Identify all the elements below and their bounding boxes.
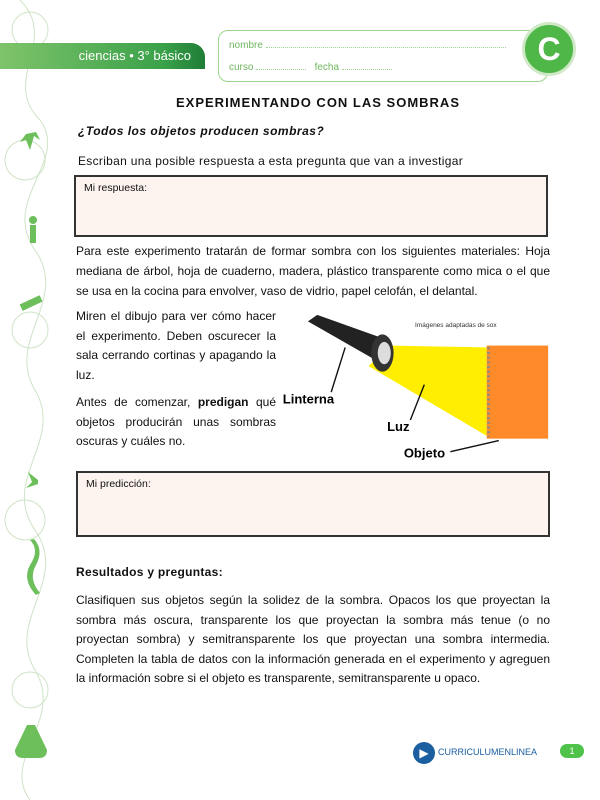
results-heading: Resultados y preguntas:	[76, 565, 223, 579]
butterfly-icon	[26, 472, 38, 488]
curriculum-logo-text: CURRICULUMENLINEA	[438, 747, 538, 757]
label-linterna: Linterna	[282, 391, 335, 407]
lizard-icon	[27, 539, 40, 595]
predict-bold: predigan	[197, 395, 249, 409]
main-content	[76, 241, 550, 689]
curso-label: curso	[229, 62, 254, 73]
plant-icon	[20, 130, 40, 150]
curriculum-logo-icon: ▶	[413, 742, 435, 764]
instruction-text: Escriban una posible respuesta a esta pregunta que van a investigar	[78, 154, 464, 168]
person-icon	[29, 216, 37, 224]
flask-icon	[15, 725, 47, 758]
flashlight-experiment-illustration	[280, 307, 550, 467]
answer-box-label: Mi respuesta:	[84, 182, 148, 194]
nombre-field[interactable]	[266, 40, 506, 48]
student-info-box	[218, 30, 548, 82]
materials-text: Para este experimento tratarán de formar sombra con los siguientes materiales: Hoja mediana de árbol, hoja de cuaderno, madera, plástico transparente como mica o el que se usa en la cocina para envolver, vaso de vidrio, papel celofán, el delantal.	[76, 244, 550, 298]
decorative-vine-border	[0, 0, 70, 800]
fecha-field[interactable]	[342, 62, 392, 70]
prediction-box[interactable]	[76, 471, 550, 537]
fecha-label: fecha	[314, 62, 340, 73]
label-objeto: Objeto	[403, 445, 446, 461]
predict-pre: Antes de comenzar,	[76, 395, 198, 409]
subject-band: ciencias • 3° básico	[0, 43, 205, 69]
object-notebook	[487, 346, 548, 439]
predict-post: qué objetos producirán unas sombras oscuras y cuáles no.	[76, 395, 276, 448]
page-number: 1	[560, 744, 584, 758]
results-text: Clasifiquen sus objetos según la solidez de la sombra. Opacos los que proyectan la sombra más oscura, transparente los que proyectan la sombra más tenue (o no proyectan sombra) y semitransparente los que proyectan una sombra intermedia. Completen la tabla de datos con la información generada en el experimento y agreguen la información sobre si el objeto es transparente, semitransparente u opaco.	[76, 593, 550, 685]
image-credit: Imágenes adaptadas de sox	[415, 321, 497, 329]
prediction-instructions	[76, 393, 276, 452]
drawing-instructions: Miren el dibujo para ver cómo hacer el experimento. Deben oscurecer la sala cerrando cortinas y apagando la luz.	[76, 309, 276, 382]
answer-box[interactable]	[74, 175, 548, 237]
telescope-icon	[20, 295, 43, 311]
experiment-row	[76, 307, 550, 467]
flashlight-icon	[308, 315, 394, 372]
experiment-instructions	[76, 307, 276, 467]
level-badge: C	[522, 22, 576, 76]
curso-field[interactable]	[256, 62, 306, 70]
nombre-label: nombre	[229, 40, 263, 51]
label-luz: Luz	[387, 419, 410, 435]
page-title: EXPERIMENTANDO CON LAS SOMBRAS	[176, 95, 460, 110]
guiding-question: ¿Todos los objetos producen sombras?	[78, 124, 325, 138]
prediction-box-label: Mi predicción:	[86, 478, 151, 490]
